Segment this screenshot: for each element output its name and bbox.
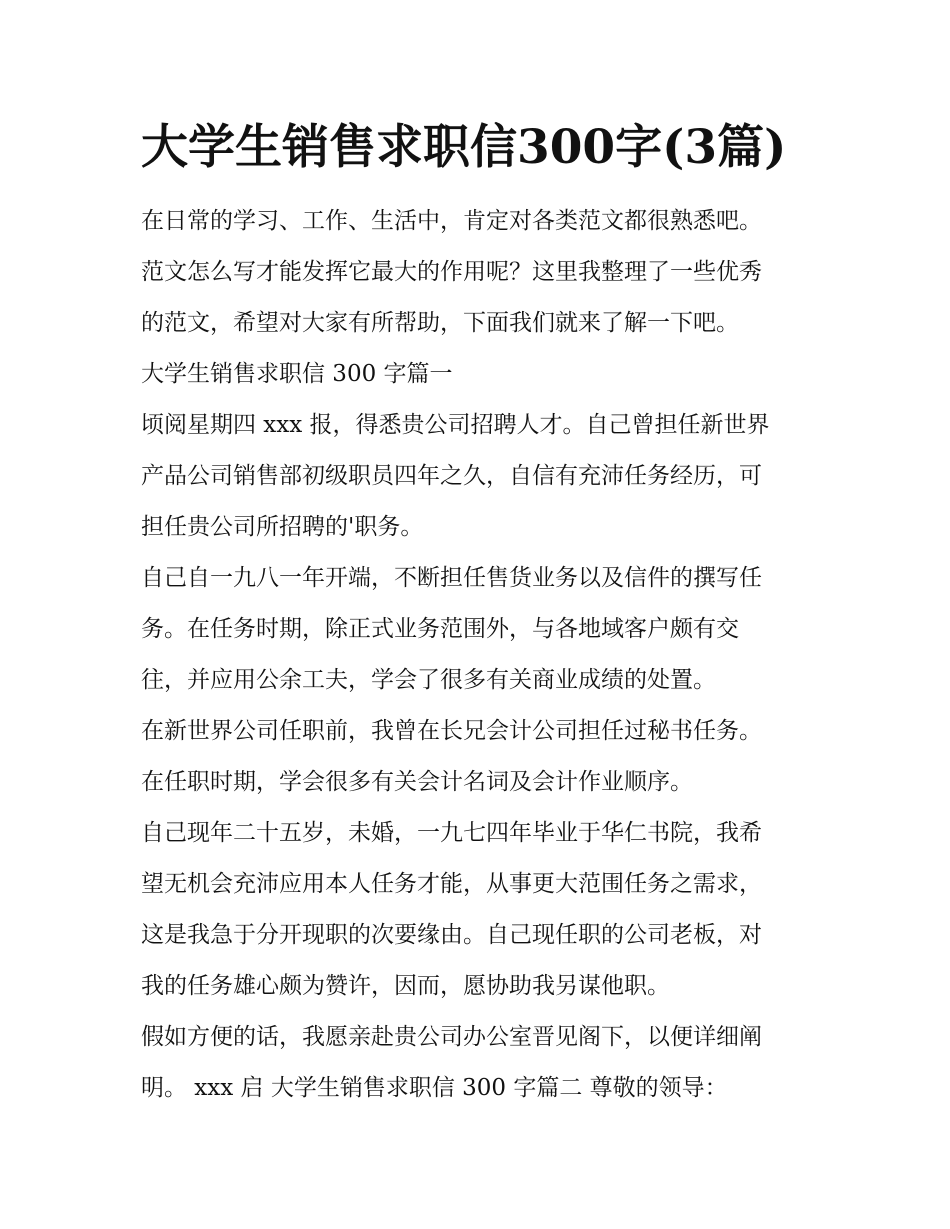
title-count-open: (3 <box>662 120 718 175</box>
text-line: 在日常的学习、工作、生活中，肯定对各类范文都很熟悉吧。 <box>141 208 762 234</box>
title-text-part: 大学生销售求职信 <box>141 120 517 175</box>
text-line: 明。 xxx 启 大学生销售求职信 300 字篇二 尊敬的领导： <box>141 1075 728 1101</box>
text-line: 我的任务雄心颇为赞许，因而，愿协助我另谋他职。 <box>141 973 670 999</box>
text-line: 自己自一九八一年开端，不断担任售货业务以及信件的撰写任 <box>141 565 762 591</box>
title-text-part: 字 <box>615 120 663 175</box>
text-line: 望无机会充沛应用本人任务才能，从事更大范围任务之需求， <box>141 871 762 897</box>
section-heading: 大学生销售求职信 300 字篇一 <box>141 361 453 387</box>
text-line: 范文怎么写才能发挥它最大的作用呢？这里我整理了一些优秀 <box>141 259 762 285</box>
text-line: 务。在任务时期，除正式业务范围外，与各地域客户颇有交 <box>141 616 739 642</box>
title-count-close: ) <box>764 120 787 175</box>
text-line: 在任职时期，学会很多有关会计名词及会计作业顺序。 <box>141 769 693 795</box>
document-body <box>141 110 821 1114</box>
text-line: 自己现年二十五岁，未婚，一九七四年毕业于华仁书院，我希 <box>141 820 762 846</box>
text-line: 担任贵公司所招聘的'职务。 <box>141 514 424 540</box>
title-number: 300 <box>517 120 616 175</box>
text-line: 在新世界公司任职前，我曾在长兄会计公司担任过秘书任务。 <box>141 718 762 744</box>
text-line: 往，并应用公余工夫，学会了很多有关商业成绩的处置。 <box>141 667 716 693</box>
text-line: 顷阅星期四 xxx 报，得悉贵公司招聘人才。自己曾担任新世界 <box>141 412 770 438</box>
text-line: 的范文，希望对大家有所帮助，下面我们就来了解一下吧。 <box>141 310 739 336</box>
title-text-part: 篇 <box>717 120 765 175</box>
text-line: 这是我急于分开现职的次要缘由。自己现任职的公司老板，对 <box>141 922 762 948</box>
document-title <box>141 110 821 186</box>
text-line: 假如方便的话，我愿亲赴贵公司办公室晋见阁下，以便详细阐 <box>141 1024 762 1050</box>
text-line: 产品公司销售部初级职员四年之久，自信有充沛任务经历，可 <box>141 463 762 489</box>
